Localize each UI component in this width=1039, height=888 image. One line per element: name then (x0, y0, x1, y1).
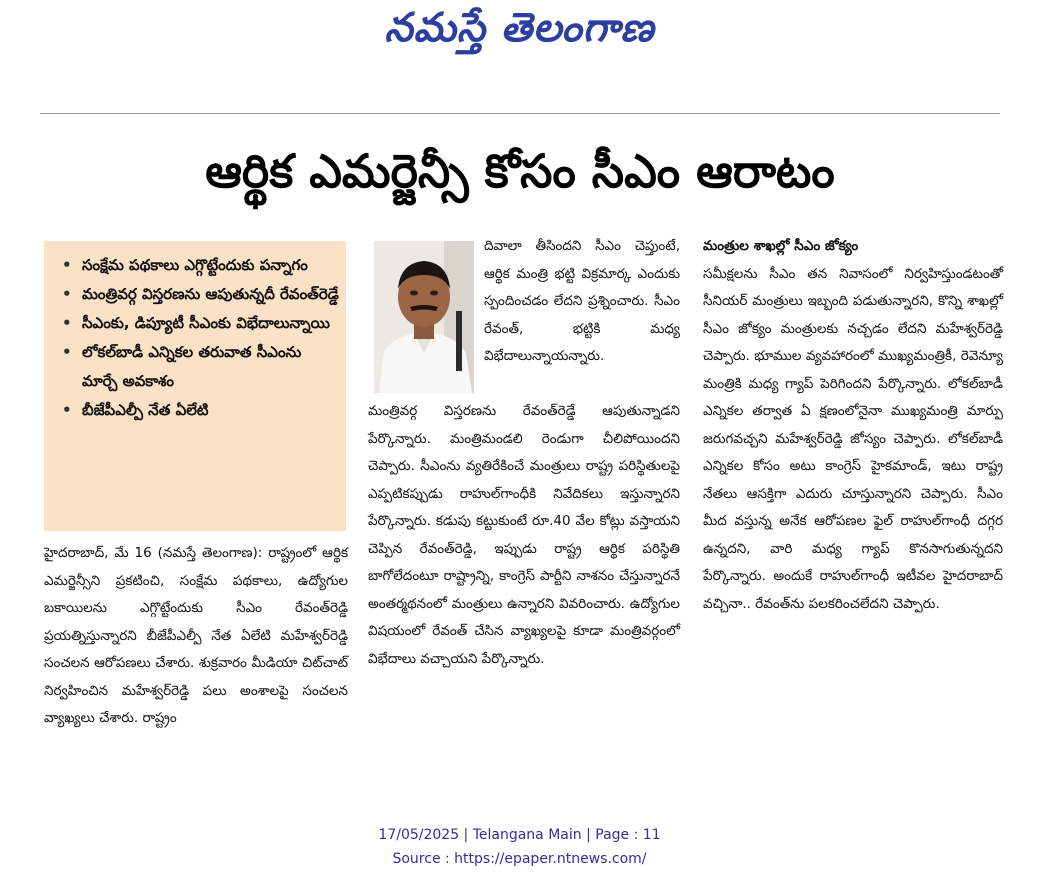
bullet-icon: • (62, 401, 72, 419)
footer-source-line: Source : https://epaper.ntnews.com/ (392, 851, 647, 867)
masthead-title: నమస్తే తెలంగాణ (384, 4, 655, 51)
bullet-icon: • (62, 256, 72, 274)
article-column-2-top: దివాలా తీసిందని సీఎం చెప్తుంటే, ఆర్థిక మంత్రి భట్టి విక్రమార్క ఎందుకు స్పందించడం లేదని ప్రశ్నించారు. సీఎం రేవంత్‌, భట్టికి మధ్య విభేదాలున్నాయన్నారు. (484, 238, 680, 364)
highlight-item: • సీఎంకు, డిప్యూటీ సీఎంకు విభేదాలున్నాయి (60, 309, 340, 338)
highlights-box (44, 241, 346, 531)
page-footer (0, 823, 1039, 871)
person-photo (374, 241, 474, 393)
person-photo-image (374, 241, 474, 393)
highlight-item: • బీజేపీఎల్పీ నేత ఏలేటి (60, 396, 340, 425)
column-subhead: మంత్రుల శాఖల్లో సీఎం జోక్యం (703, 238, 859, 254)
article-headline: ఆర్థిక ఎమర్జెన్సీ కోసం సీఎం ఆరాటం (205, 144, 835, 198)
highlight-item: • సంక్షేమ పథకాలు ఎగ్గొట్టేందుకు పన్నాగం (60, 251, 340, 280)
column-3-body: సమీక్షలను సీఎం తన నివాసంలో నిర్వహిస్తుండటంతో సీనియర్‌ మంత్రులు ఇబ్బంది పడుతున్నారని, కొన్ని శాఖల్లో సీఎం జోక్యం మంత్రులకు నచ్చడం లేదని మహేశ్వర్‌రెడ్డి చెప్పారు. భూముల వ్యవహారంలో ముఖ్యమంత్రికీ, రెవెన్యూ మంత్రికి మధ్య గ్యాప్‌ పెరిగిందని పేర్కొన్నారు. లోకల్‌బాడీ ఎన్నికల తర్వాత ఏ క్షణంలోనైనా ముఖ్యమంత్రి మార్పు జరుగవచ్చని మహేశ్వర్‌రెడ్డి జోస్యం చెప్పారు. లోకల్‌బాడీ ఎన్నికల కోసం అటు కాంగ్రెస్‌ హైకమాండ్‌, ఇటు రాష్ట్ర నేతలు ఆసక్తిగా ఎదురు చూస్తున్నారని చెప్పారు. సీఎం మీద వస్తున్న అనేక ఆరోపణల ఫైల్‌ రాహుల్‌గాంధీ దగ్గర ఉన్నదని, వారి మధ్య గ్యాప్‌ కొనసాగుతున్నదని పేర్కొన్నారు. అందుకే రాహుల్‌గాంధీ ఇటీవల హైదరాబాద్‌ వచ్చినా.. రేవంత్‌ను పలకరించలేదని చెప్పారు. (703, 265, 1003, 612)
bullet-icon: • (62, 314, 72, 332)
header-divider (40, 113, 1000, 114)
highlight-item: • మంత్రివర్గ విస్తరణను ఆపుతున్నదీ రేవంత్‌రెడ్డే (60, 280, 340, 309)
bullet-icon: • (62, 343, 72, 361)
article-column-1: హైదరాబాద్‌, మే 16 (నమస్తే తెలంగాణ): రాష్ట్రంలో ఆర్థిక ఎమర్జెన్సీని ప్రకటించి, సంక్షేమ పథకాలు, ఉద్యోగుల బకాయిలను ఎగ్గొట్టేందుకు సీఎం రేవంత్‌రెడ్డి ప్రయత్నిస్తున్నారని బీజేపీఎల్పీ నేత ఏలేటి మహేశ్వర్‌రెడ్డి సంచలన ఆరోపణలు చేశారు. శుక్రవారం మీడియా చిట్‌చాట్‌ నిర్వహించిన మహేశ్వర్‌రెడ్డి పలు అంశాలపై సంచలన వ్యాఖ్యలు చేశారు. రాష్ట్రం (44, 545, 348, 726)
article-column-2: మంత్రివర్గ విస్తరణను రేవంత్‌రెడ్డే ఆపుతున్నాడని పేర్కొన్నారు. మంత్రిమండలి రెండుగా చీలిపోయిందని చెప్పారు. సీఎంను వ్యతిరేకించే మంత్రులు రాష్ట్ర పరిస్థితులపై ఎప్పటికప్పుడు రాహుల్‌గాంధీకి నివేదికలు ఇస్తున్నారని పేర్కొన్నారు. కడుపు కట్టుకుంటే రూ.40 వేల కోట్లు వస్తాయని చెప్పిన రేవంత్‌రెడ్డి, ఇప్పుడు రాష్ట్ర ఆర్థిక పరిస్థితి బాగోలేదంటూ రాష్ట్రాన్ని, కాంగ్రెస్‌ పార్టీని నాశనం చేస్తున్నారనే అంతర్మథనంలో మంత్రులు ఉన్నారని వివరించారు. ఉద్యోగుల విషయంలో రేవంత్‌ చేసిన వ్యాఖ్యలపై కూడా మంత్రివర్గంలో విభేదాలు వచ్చాయని పేర్కొన్నారు. (368, 403, 680, 667)
footer-edition-line: 17/05/2025 | Telangana Main | Page : 11 (378, 827, 661, 843)
highlight-item: • లోకల్‌బాడీ ఎన్నికల తరువాత సీఎంను మార్చే అవకాశం (60, 338, 340, 396)
article-column-3 (703, 233, 1003, 618)
masthead (0, 4, 1039, 61)
bullet-icon: • (62, 285, 72, 303)
